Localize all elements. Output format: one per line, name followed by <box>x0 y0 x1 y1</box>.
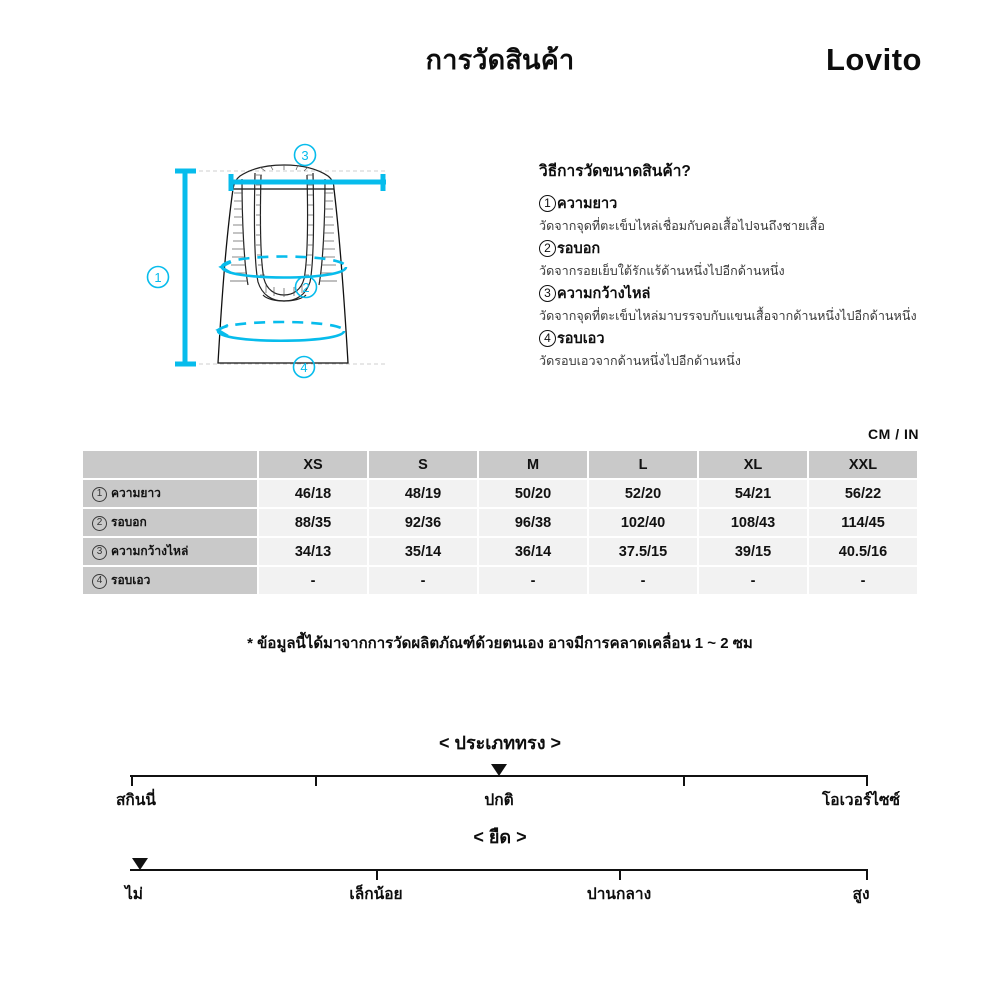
stretch-scale-tick <box>866 869 868 880</box>
row-label-bust <box>83 509 257 536</box>
cell-waist-l: - <box>589 567 697 594</box>
table-row <box>83 567 917 594</box>
stretch-scale-tick <box>376 869 378 880</box>
stretch-scale-labels <box>0 883 1000 909</box>
cell-bust-xl: 108/43 <box>699 509 807 536</box>
fit-scale-labels <box>0 789 1000 815</box>
fit-scale-tick <box>315 775 317 786</box>
instruction-item-1 <box>539 194 969 237</box>
fit-scale-label-regular: ปกติ <box>484 792 514 809</box>
cell-length-xxl: 56/22 <box>809 480 917 507</box>
measurement-disclaimer: * ข้อมูลนี้ได้มาจากการวัดผลิตภัณฑ์ด้วยตนเอง อาจมีการคลาดเคลื่อน 1 ~ 2 ซม <box>247 635 753 652</box>
cell-bust-l: 102/40 <box>589 509 697 536</box>
size-column-header-xxl: XXL <box>809 451 917 478</box>
fit-scale-tick <box>683 775 685 786</box>
fit-scale-marker <box>491 764 507 776</box>
cell-length-s: 48/19 <box>369 480 477 507</box>
instruction-term-text: รอบอก <box>557 241 601 257</box>
cell-shoulder-s: 35/14 <box>369 538 477 565</box>
header <box>0 40 1000 92</box>
cell-length-l: 52/20 <box>589 480 697 507</box>
stretch-scale-graphic <box>0 858 1000 880</box>
stretch-scale <box>0 824 1000 909</box>
svg-text:1: 1 <box>154 270 162 285</box>
instruction-term <box>539 194 969 215</box>
stretch-scale-label-slight: เล็กน้อย <box>349 886 403 903</box>
instruction-desc: วัดจากรอยเย็บใต้รักแร้ด้านหนึ่งไปอีกด้านหนึ่ง <box>539 264 785 278</box>
cell-bust-s: 92/36 <box>369 509 477 536</box>
size-column-header-xs: XS <box>259 451 367 478</box>
fit-scale-graphic <box>0 764 1000 786</box>
table-header-row <box>83 451 917 478</box>
size-column-header-xl: XL <box>699 451 807 478</box>
cell-bust-xs: 88/35 <box>259 509 367 536</box>
units-label: CM / IN <box>868 426 919 442</box>
cell-length-xl: 54/21 <box>699 480 807 507</box>
row-label-text: รอบอก <box>111 515 147 529</box>
instruction-number-icon: 3 <box>539 285 556 302</box>
brand-logo: Lovito <box>826 42 922 77</box>
instruction-term <box>539 329 969 350</box>
size-table <box>81 449 919 596</box>
cell-shoulder-xs: 34/13 <box>259 538 367 565</box>
size-column-header-m: M <box>479 451 587 478</box>
cell-shoulder-xl: 39/15 <box>699 538 807 565</box>
stretch-scale-tick <box>619 869 621 880</box>
instruction-number-icon: 1 <box>539 195 556 212</box>
svg-text:4: 4 <box>300 360 308 375</box>
cell-length-m: 50/20 <box>479 480 587 507</box>
cell-bust-m: 96/38 <box>479 509 587 536</box>
instruction-term <box>539 284 969 305</box>
row-label-length <box>83 480 257 507</box>
cell-waist-m: - <box>479 567 587 594</box>
instruction-term <box>539 239 969 260</box>
table-row <box>83 480 917 507</box>
instruction-number-icon: 2 <box>539 240 556 257</box>
row-number-icon: 2 <box>92 516 107 531</box>
instruction-desc: วัดจากจุดที่ตะเข็บไหล่เชื่อมกับคอเสื้อไปจนถึงชายเสื้อ <box>539 219 825 233</box>
stretch-scale-title: < ยืด > <box>473 827 527 847</box>
fit-scale-tick <box>131 775 133 786</box>
shoulder-callout <box>295 145 316 166</box>
cell-waist-xxl: - <box>809 567 917 594</box>
fit-scale-title: < ประเภททรง > <box>439 733 561 753</box>
size-table-wrapper <box>81 449 919 596</box>
row-number-icon: 1 <box>92 487 107 502</box>
instruction-term-text: ความกว้างไหล่ <box>557 286 651 302</box>
length-callout <box>148 267 169 288</box>
instruction-desc: วัดจากจุดที่ตะเข็บไหล่มาบรรจบกับแขนเสื้อจากด้านหนึ่งไปอีกด้านหนึ่ง <box>539 309 917 323</box>
cell-waist-xs: - <box>259 567 367 594</box>
row-label-text: ความยาว <box>111 486 161 500</box>
cell-bust-xxl: 114/45 <box>809 509 917 536</box>
measurement-instructions <box>539 162 969 374</box>
cell-waist-xl: - <box>699 567 807 594</box>
instruction-term-text: ความยาว <box>557 196 618 212</box>
garment-diagram <box>130 135 450 390</box>
table-corner-cell <box>83 451 257 478</box>
fit-scale-tick <box>866 775 868 786</box>
instruction-number-icon: 4 <box>539 330 556 347</box>
instruction-desc: วัดรอบเอวจากด้านหนึ่งไปอีกด้านหนึ่ง <box>539 354 741 368</box>
page-title: การวัดสินค้า <box>425 45 575 75</box>
row-label-waist <box>83 567 257 594</box>
svg-text:3: 3 <box>301 148 309 163</box>
instructions-heading: วิธีการวัดขนาดสินค้า? <box>539 163 691 180</box>
fit-scale-label-skinny: สกินนี่ <box>115 792 157 809</box>
waist-callout <box>294 357 315 378</box>
fit-type-scale <box>0 730 1000 815</box>
table-row <box>83 509 917 536</box>
stretch-scale-marker <box>132 858 148 870</box>
instruction-item-2 <box>539 239 969 282</box>
row-number-icon: 4 <box>92 574 107 589</box>
stretch-scale-axis <box>130 869 868 871</box>
cell-shoulder-xxl: 40.5/16 <box>809 538 917 565</box>
cell-length-xs: 46/18 <box>259 480 367 507</box>
stretch-scale-label-high: สูง <box>852 886 870 903</box>
row-label-text: รอบเอว <box>111 573 151 587</box>
fit-scale-label-oversize: โอเวอร์ไซซ์ <box>821 792 901 809</box>
row-label-shoulder <box>83 538 257 565</box>
size-column-header-l: L <box>589 451 697 478</box>
stretch-scale-label-none: ไม่ <box>124 886 144 903</box>
svg-text:2: 2 <box>302 280 310 295</box>
length-measure-bar <box>175 171 196 364</box>
size-column-header-s: S <box>369 451 477 478</box>
instruction-item-3 <box>539 284 969 327</box>
cell-shoulder-m: 36/14 <box>479 538 587 565</box>
table-row <box>83 538 917 565</box>
stretch-scale-label-medium: ปานกลาง <box>586 886 652 903</box>
row-number-icon: 3 <box>92 545 107 560</box>
row-label-text: ความกว้างไหล่ <box>111 544 189 558</box>
instruction-term-text: รอบเอว <box>557 331 605 347</box>
instruction-item-4 <box>539 329 969 372</box>
cell-waist-s: - <box>369 567 477 594</box>
cell-shoulder-l: 37.5/15 <box>589 538 697 565</box>
